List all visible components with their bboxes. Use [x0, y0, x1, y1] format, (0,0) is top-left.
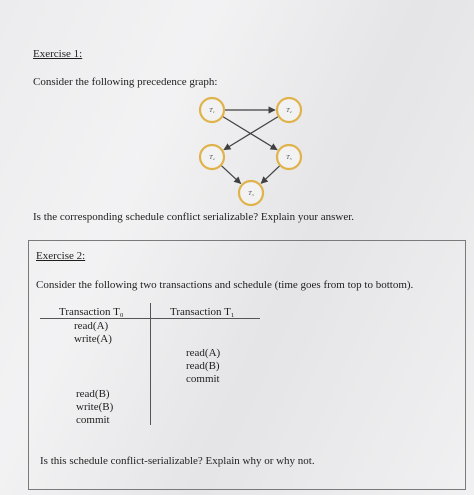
t1-op-read-b: read(B)	[186, 360, 220, 372]
precedence-graph	[0, 0, 474, 240]
t0-op-write-b: write(B)	[76, 401, 114, 413]
t0-column-header: Transaction T₀	[59, 306, 124, 318]
t0-op-commit: commit	[76, 414, 110, 426]
exercise2-box	[28, 240, 466, 490]
graph-node-label: T₃	[248, 191, 254, 197]
exercise2-question: Is this schedule conflict-serializable? Explain why or why not.	[40, 455, 315, 467]
graph-node-label: T₁	[209, 108, 215, 114]
t0-op-write-a: write(A)	[74, 333, 112, 345]
exercise2-intro: Consider the following two transactions and schedule (time goes from top to bottom).	[36, 279, 414, 291]
exercise1-question: Is the corresponding schedule conflict serializable? Explain your answer.	[33, 211, 355, 223]
graph-node-t2	[277, 98, 301, 122]
graph-node-t4	[200, 145, 224, 169]
graph-node-label: T₄	[209, 155, 215, 161]
exercise2-title: Exercise 2:	[36, 250, 86, 262]
graph-node-label: T₅	[286, 155, 292, 161]
graph-node-label: T₂	[286, 108, 292, 114]
graph-node-t3	[239, 181, 263, 205]
column-divider	[150, 303, 151, 425]
t0-op-read-b: read(B)	[76, 388, 110, 400]
edge-t4-t3	[222, 166, 241, 184]
t1-op-read-a: read(A)	[186, 347, 221, 359]
graph-node-t1	[200, 98, 224, 122]
exercise1-intro: Consider the following precedence graph:	[33, 76, 218, 88]
exercise1-title: Exercise 1:	[33, 48, 83, 60]
t1-column-header: Transaction T₁	[170, 306, 235, 318]
t1-op-commit: commit	[186, 373, 220, 385]
graph-node-t5	[277, 145, 301, 169]
t0-op-read-a: read(A)	[74, 320, 109, 332]
edge-t5-t3	[261, 166, 279, 183]
